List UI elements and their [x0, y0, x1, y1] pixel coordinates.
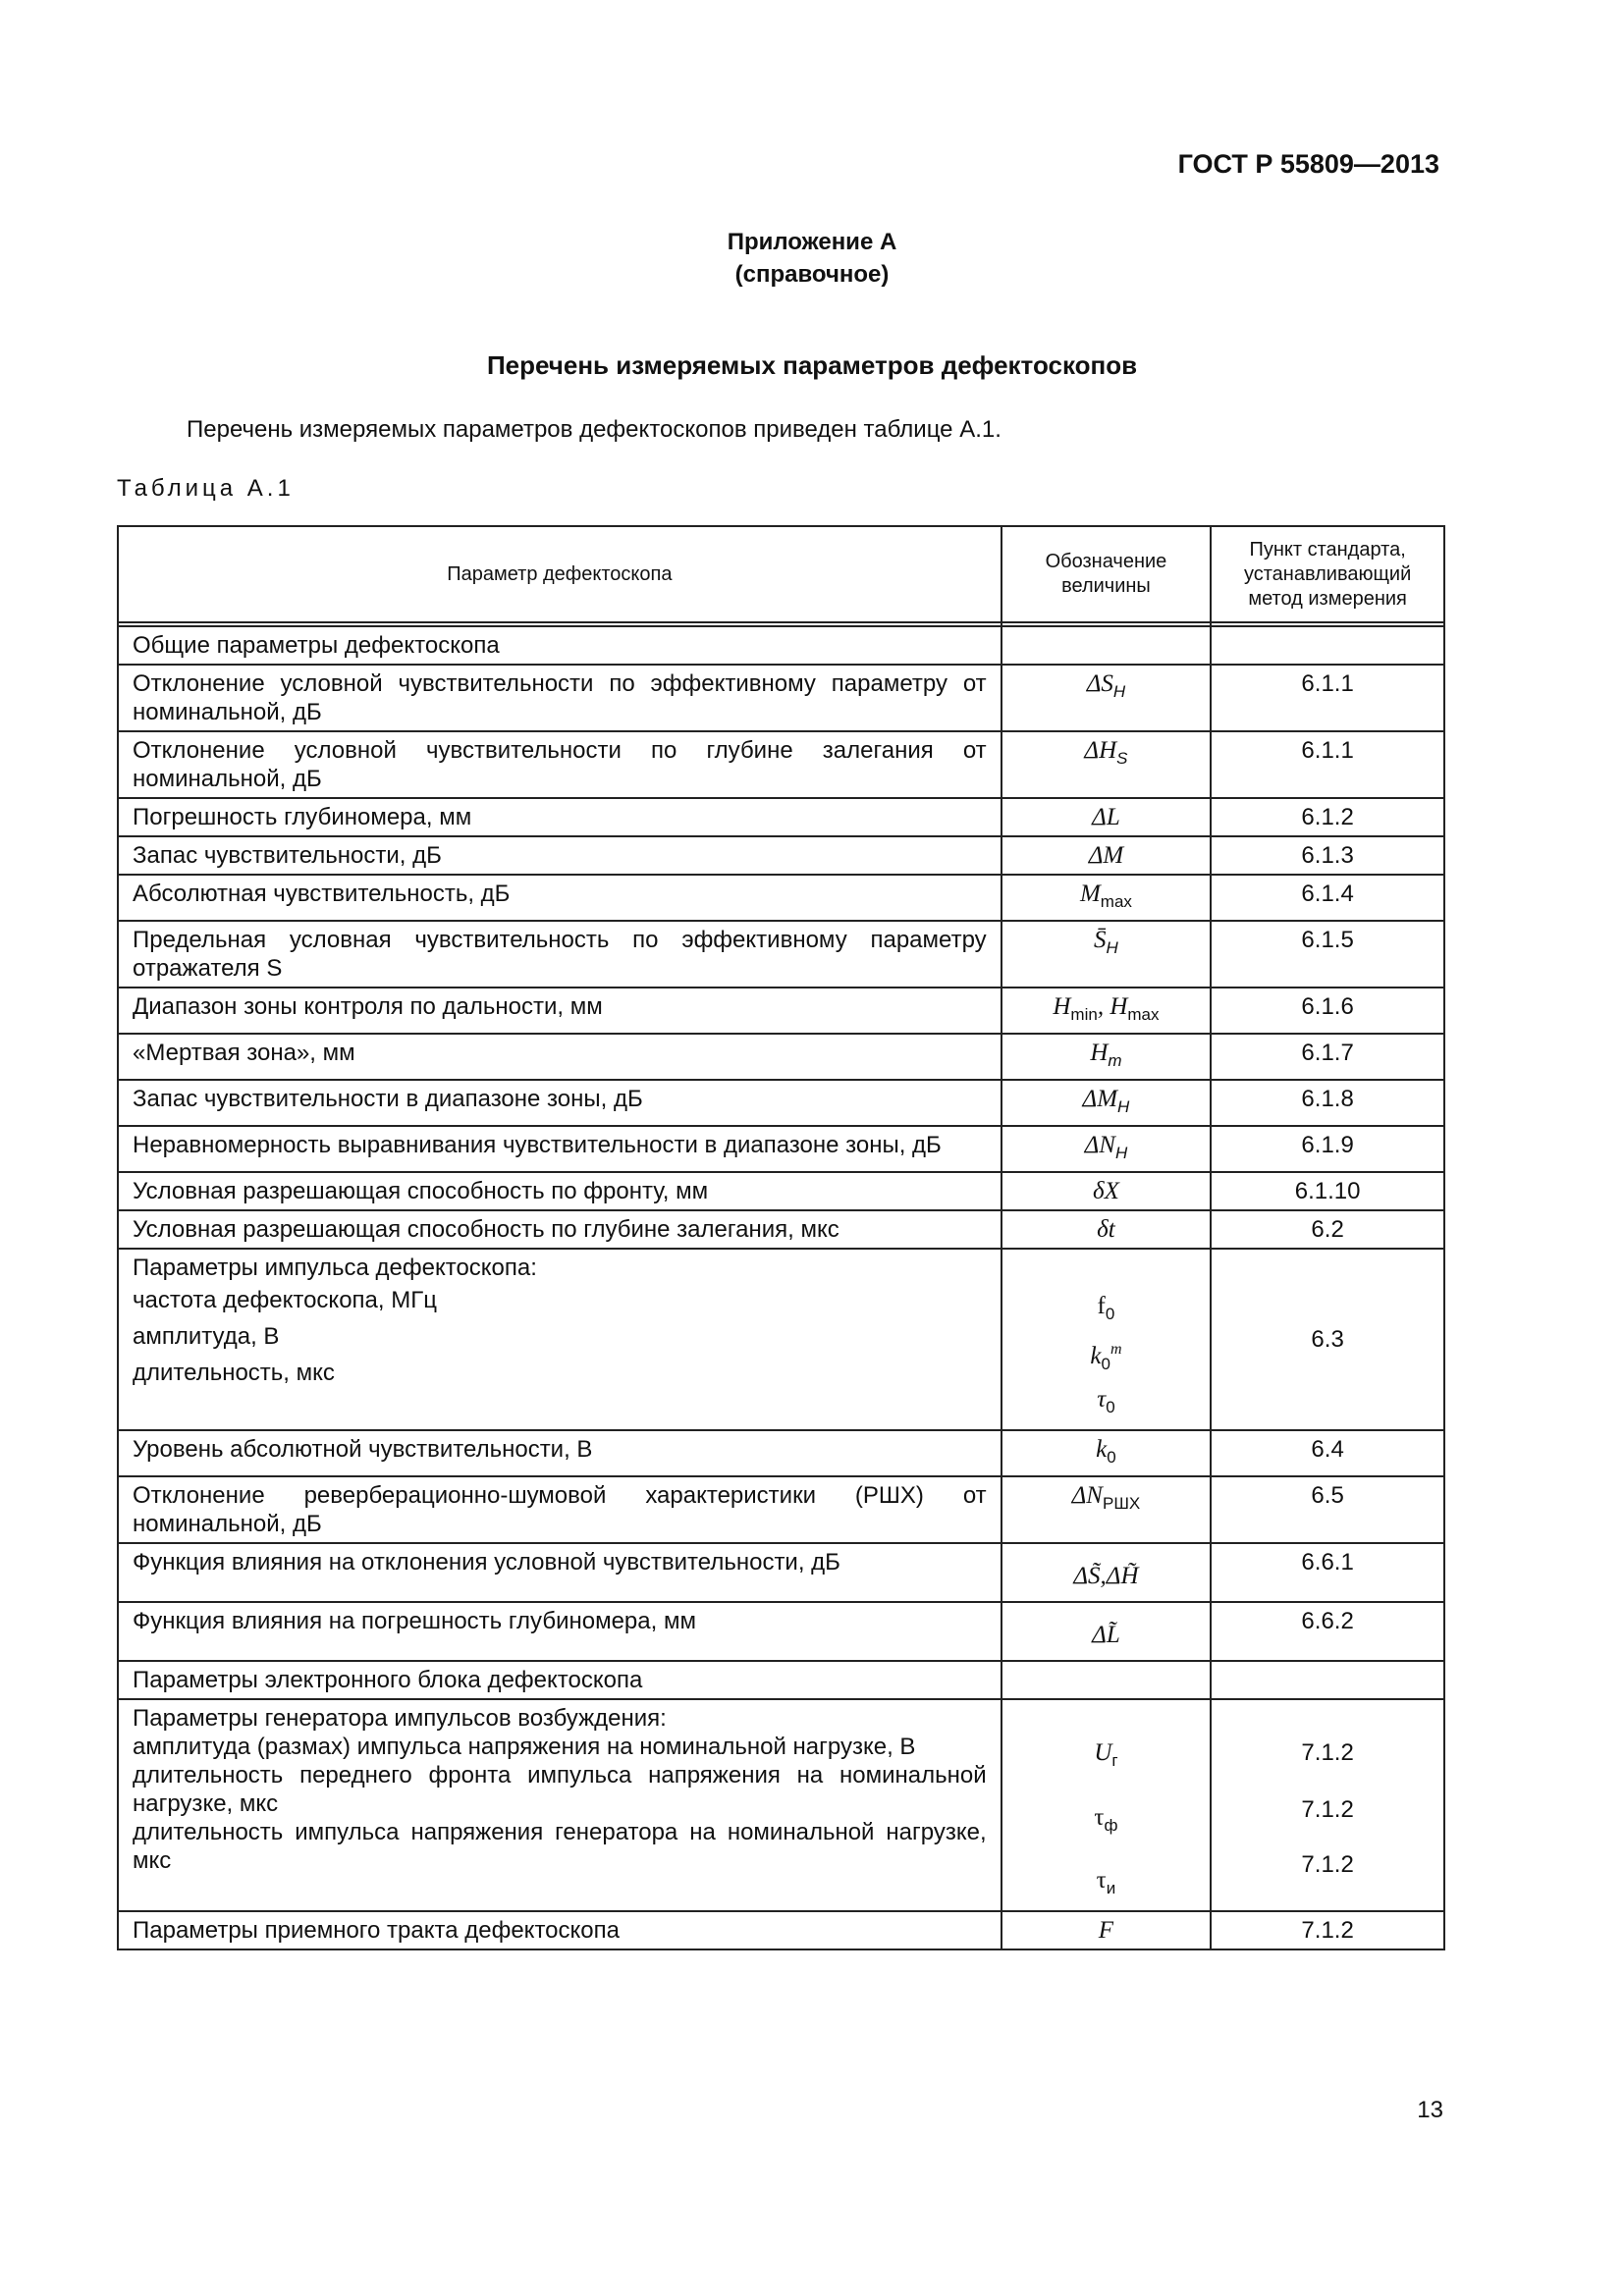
parameter-line: амплитуда, В — [133, 1323, 280, 1350]
symbol-sub: 0 — [1105, 1305, 1115, 1323]
table-row — [118, 1476, 1444, 1543]
row-parameter: Отклонение условной чувствительности по эффективному параметру от номинальной, дБ — [118, 665, 1001, 731]
row-clause: 6.1.7 — [1211, 1034, 1444, 1080]
symbol-sub: и — [1106, 1879, 1116, 1897]
row-clause: 6.5 — [1211, 1476, 1444, 1543]
header-symbol — [1001, 526, 1212, 622]
row-symbol — [1001, 665, 1212, 731]
symbol-sub: 0 — [1106, 1398, 1115, 1416]
symbol-item — [1016, 1382, 1197, 1425]
section-title: Перечень измеряемых параметров дефектоскопов — [486, 350, 1138, 380]
parameter-line: длительность импульса напряжения генератора на номинальной нагрузке, мкс — [133, 1819, 987, 1874]
symbol-main: δX — [1092, 1178, 1119, 1204]
symbol-sub: m — [1108, 1051, 1122, 1070]
row-clause: 6.4 — [1211, 1430, 1444, 1476]
table-row — [118, 1249, 1444, 1430]
table-row — [118, 1210, 1444, 1249]
row-symbol — [1001, 1249, 1212, 1430]
clause-line: 7.1.2 — [1301, 1851, 1354, 1878]
parameter-line: длительность переднего фронта импульса напряжения на номинальной нагрузке, мкс — [133, 1762, 987, 1817]
row-symbol — [1001, 875, 1212, 921]
row-clause: 6.1.1 — [1211, 731, 1444, 798]
row-clause: 6.1.9 — [1211, 1126, 1444, 1172]
row-parameter: Общие параметры дефектоскопа — [118, 626, 1001, 665]
row-parameter: Абсолютная чувствительность, дБ — [118, 875, 1001, 921]
row-parameter: Отклонение условной чувствительности по глубине залегания от номинальной, дБ — [118, 731, 1001, 798]
symbol-item — [1016, 1332, 1197, 1382]
parameter-line: Параметры импульса дефектоскопа: — [133, 1255, 537, 1281]
row-symbol — [1001, 1476, 1212, 1543]
row-symbol — [1001, 988, 1212, 1034]
row-parameter: Уровень абсолютной чувствительности, В — [118, 1430, 1001, 1476]
row-parameter: Запас чувствительности в диапазоне зоны, дБ — [118, 1080, 1001, 1126]
row-parameter: Функция влияния на отклонения условной чувствительности, дБ — [118, 1543, 1001, 1602]
symbol-main: k — [1090, 1343, 1102, 1369]
symbol-main: ΔH — [1084, 737, 1117, 764]
symbol-sub: H — [1117, 1097, 1130, 1116]
table-row — [118, 1172, 1444, 1210]
row-symbol — [1001, 1126, 1212, 1172]
row-parameter: «Мертвая зона», мм — [118, 1034, 1001, 1080]
table-row — [118, 1661, 1444, 1699]
header-symbol-line: Обозначение — [1045, 551, 1167, 572]
row-parameter — [118, 1249, 1001, 1430]
document-code: ГОСТ Р 55809—2013 — [1177, 149, 1439, 179]
table-row — [118, 921, 1444, 988]
appendix-kind: (справочное) — [734, 261, 890, 288]
row-parameter: Параметры электронного блока дефектоскопа — [118, 1661, 1001, 1699]
symbol-main: M — [1079, 881, 1101, 907]
parameter-line: Параметры генератора импульсов возбуждения: — [133, 1705, 667, 1732]
row-symbol — [1001, 1430, 1212, 1476]
table-row — [118, 1699, 1444, 1911]
table-row — [118, 1602, 1444, 1661]
row-symbol — [1001, 626, 1212, 665]
symbol-item — [1016, 1863, 1197, 1906]
symbol-sub: 0 — [1107, 1448, 1116, 1467]
row-clause: 6.1.1 — [1211, 665, 1444, 731]
row-symbol — [1001, 1210, 1212, 1249]
header-parameter: Параметр дефектоскопа — [118, 526, 1001, 622]
symbol-main-2: , H — [1097, 993, 1128, 1020]
symbol-item — [1016, 1289, 1197, 1332]
row-parameter: Диапазон зоны контроля по дальности, мм — [118, 988, 1001, 1034]
row-symbol — [1001, 1661, 1212, 1699]
symbol-sub: РШХ — [1102, 1494, 1141, 1513]
table-row — [118, 798, 1444, 836]
row-symbol — [1001, 1543, 1212, 1602]
parameter-line: частота дефектоскопа, МГц — [133, 1287, 437, 1313]
clause-line: 7.1.2 — [1301, 1739, 1354, 1766]
row-clause: 6.1.4 — [1211, 875, 1444, 921]
symbol-main: S̄ — [1094, 927, 1107, 953]
table-row — [118, 1034, 1444, 1080]
row-symbol — [1001, 921, 1212, 988]
row-parameter — [118, 1699, 1001, 1911]
row-parameter: Условная разрешающая способность по фронту, мм — [118, 1172, 1001, 1210]
row-clause: 6.6.1 — [1211, 1543, 1444, 1602]
row-symbol — [1001, 798, 1212, 836]
row-clause: 6.2 — [1211, 1210, 1444, 1249]
symbol-main: τ — [1096, 1867, 1107, 1894]
symbol-main: ΔN — [1071, 1482, 1103, 1509]
page-number: 13 — [1417, 2097, 1443, 2123]
table-row — [118, 836, 1444, 875]
header-clause — [1211, 526, 1444, 622]
symbol-main: τ — [1094, 1804, 1105, 1831]
table-header-row — [118, 526, 1444, 622]
row-clause: 6.1.8 — [1211, 1080, 1444, 1126]
symbol-sub: max — [1100, 892, 1132, 911]
symbol-sub-2: max — [1127, 1005, 1160, 1024]
row-parameter: Предельная условная чувствительность по эффективному параметру отражателя S — [118, 921, 1001, 988]
row-clause: 6.1.6 — [1211, 988, 1444, 1034]
symbol-main: ΔS̃,ΔH̃ — [1073, 1563, 1139, 1589]
symbol-sub: min — [1070, 1005, 1098, 1024]
row-clause: 6.6.2 — [1211, 1602, 1444, 1661]
symbol-main: δt — [1097, 1216, 1115, 1243]
symbol-main: ΔM — [1088, 842, 1124, 869]
header-symbol-line: величины — [1061, 575, 1151, 597]
row-symbol — [1001, 1602, 1212, 1661]
row-parameter: Погрешность глубиномера, мм — [118, 798, 1001, 836]
parameter-line: амплитуда (размах) импульса напряжения на номинальной нагрузке, В — [133, 1734, 916, 1760]
table-row — [118, 1126, 1444, 1172]
symbol-sub: H — [1114, 1144, 1128, 1162]
row-symbol — [1001, 1034, 1212, 1080]
row-clause: 6.3 — [1211, 1249, 1444, 1430]
symbol-sub: г — [1111, 1751, 1118, 1770]
row-symbol — [1001, 836, 1212, 875]
table-row — [118, 1543, 1444, 1602]
row-parameter: Отклонение реверберационно-шумовой характеристики (РШХ) от номинальной, дБ — [118, 1476, 1001, 1543]
table-row — [118, 1080, 1444, 1126]
symbol-sup: m — [1110, 1341, 1122, 1358]
symbol-sub: 0 — [1101, 1355, 1110, 1373]
table-row — [118, 988, 1444, 1034]
appendix-title: Приложение А — [727, 229, 897, 255]
symbol-item — [1016, 1735, 1197, 1779]
symbol-main: ΔL̃ — [1092, 1622, 1120, 1648]
row-parameter: Условная разрешающая способность по глубине залегания, мкс — [118, 1210, 1001, 1249]
row-symbol — [1001, 1080, 1212, 1126]
symbol-sub: H — [1106, 938, 1118, 957]
header-clause-line: метод измерения — [1248, 587, 1407, 610]
intro-paragraph: Перечень измеряемых параметров дефектоскопов приведен таблице А.1. — [187, 416, 1001, 443]
row-clause — [1211, 1661, 1444, 1699]
row-clause: 7.1.2 — [1211, 1911, 1444, 1949]
parameter-line: длительность, мкс — [133, 1360, 335, 1386]
symbol-sub: H — [1112, 682, 1126, 701]
row-parameter: Параметры приемного тракта дефектоскопа — [118, 1911, 1001, 1949]
header-clause-line: устанавливающий — [1243, 562, 1412, 585]
row-clause — [1211, 1699, 1444, 1911]
symbol-sub: S — [1116, 749, 1128, 768]
row-parameter: Неравномерность выравнивания чувствительности в диапазоне зоны, дБ — [118, 1126, 1001, 1172]
table-row — [118, 1911, 1444, 1949]
symbol-main: ΔL — [1092, 804, 1120, 830]
parameters-table — [117, 525, 1445, 1950]
symbol-sub: ф — [1104, 1816, 1118, 1835]
symbol-main: τ — [1097, 1386, 1107, 1413]
row-parameter: Запас чувствительности, дБ — [118, 836, 1001, 875]
row-clause: 6.1.5 — [1211, 921, 1444, 988]
table-row — [118, 665, 1444, 731]
table-row — [118, 626, 1444, 665]
table-row — [118, 1430, 1444, 1476]
symbol-main: U — [1094, 1739, 1112, 1766]
row-clause: 6.1.2 — [1211, 798, 1444, 836]
symbol-item — [1016, 1800, 1197, 1843]
row-clause — [1211, 626, 1444, 665]
table-label: Таблица А.1 — [117, 475, 295, 502]
symbol-main: ΔS — [1086, 670, 1113, 697]
symbol-main: ΔN — [1084, 1132, 1115, 1158]
row-clause: 6.1.3 — [1211, 836, 1444, 875]
row-symbol — [1001, 731, 1212, 798]
table-row — [118, 731, 1444, 798]
row-symbol — [1001, 1172, 1212, 1210]
clause-line: 7.1.2 — [1301, 1796, 1354, 1823]
symbol-main: ΔM — [1082, 1086, 1118, 1112]
row-symbol — [1001, 1699, 1212, 1911]
table-row — [118, 875, 1444, 921]
symbol-main: H — [1053, 993, 1071, 1020]
symbol-main: H — [1090, 1040, 1109, 1066]
row-clause: 6.1.10 — [1211, 1172, 1444, 1210]
symbol-main: f — [1097, 1293, 1106, 1319]
symbol-main: F — [1098, 1917, 1114, 1944]
symbol-main: k — [1096, 1436, 1108, 1463]
row-symbol — [1001, 1911, 1212, 1949]
header-clause-line: Пункт стандарта, — [1249, 538, 1406, 561]
row-parameter: Функция влияния на погрешность глубиномера, мм — [118, 1602, 1001, 1661]
